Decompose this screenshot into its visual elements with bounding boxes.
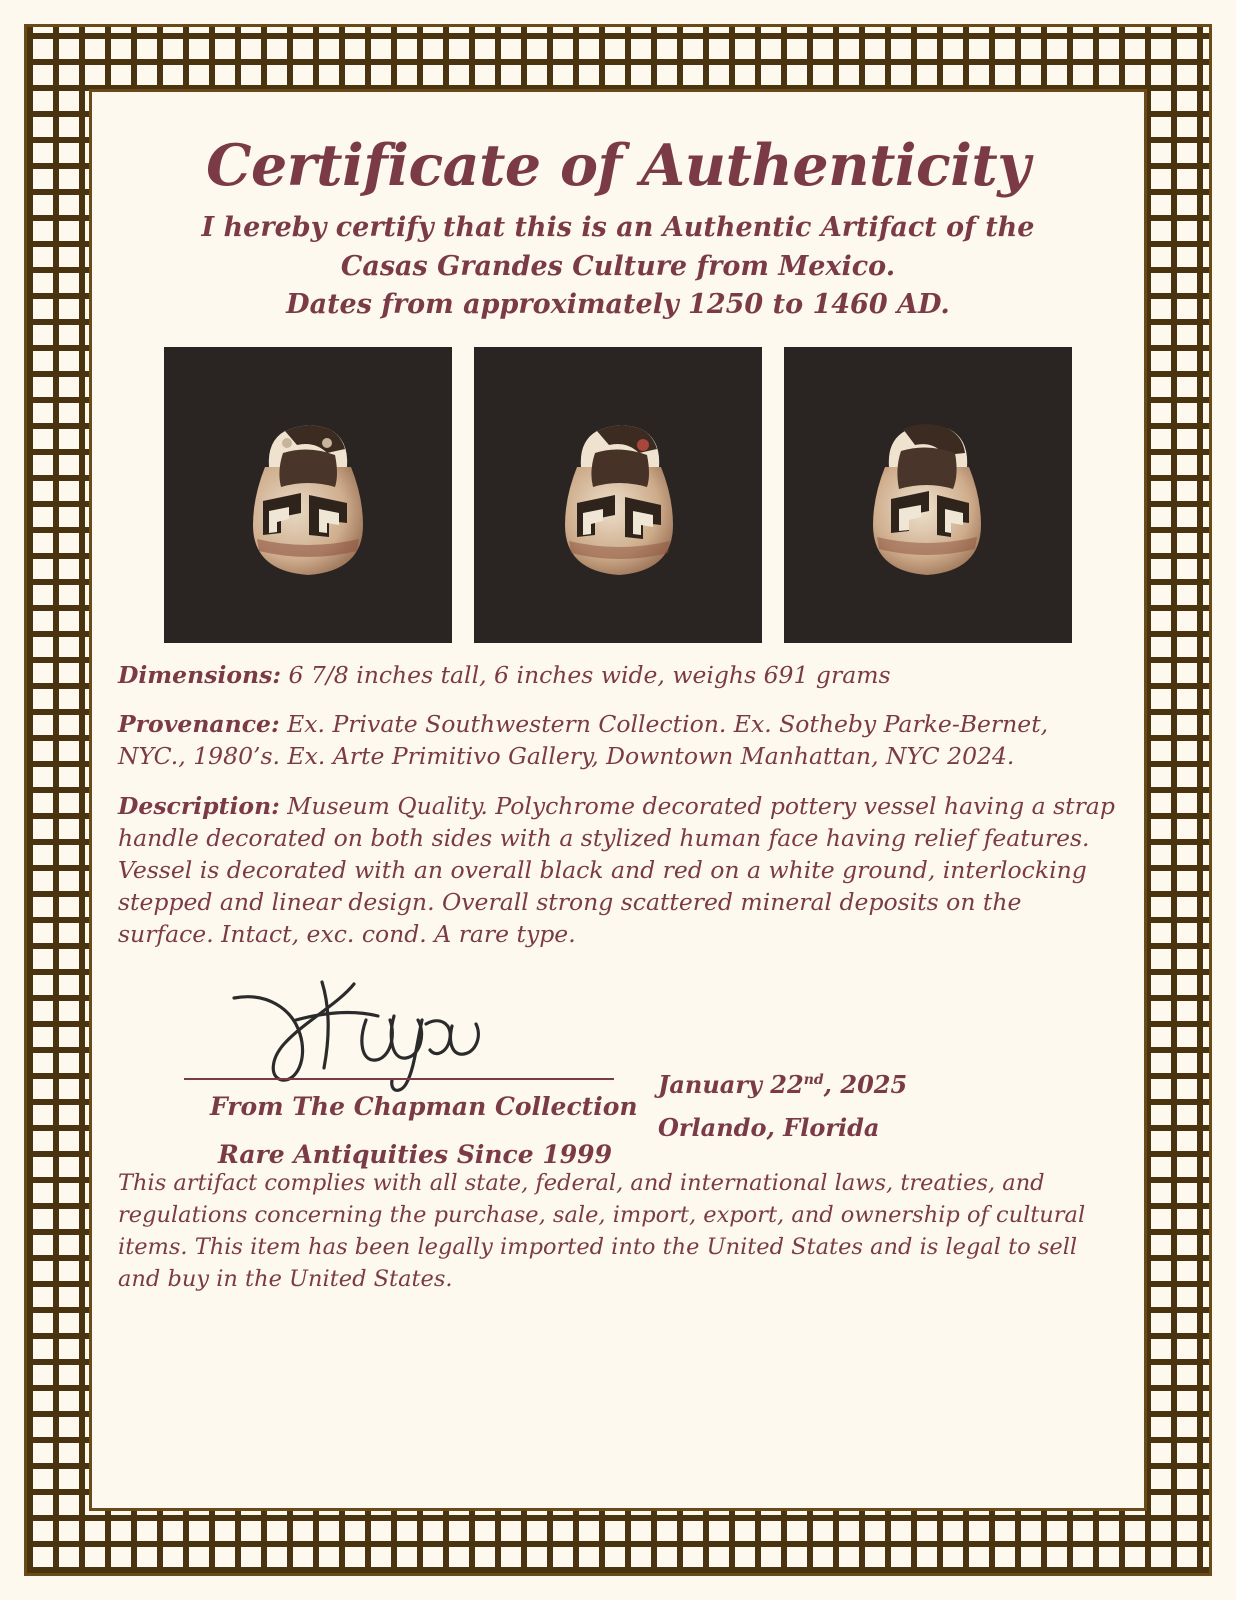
description-field — [118, 791, 1118, 951]
description-label: Description: — [118, 791, 280, 820]
description-value: Museum Quality. Polychrome decorated pottery vessel having a strap handle decorated on both sides with a stylized human face having relief features. Vessel is decorated with an overall black and red on a white ground, interlocking stepped and linear design. Overall strong scattered mineral deposits on the surface. Intact, exc. cond. A rare type. — [118, 791, 1115, 948]
pottery-jar-illustration-2 — [533, 401, 703, 601]
artifact-photo-2 — [474, 347, 762, 643]
subtitle-line-1: I hereby certify that this is an Authentic Artifact of the — [201, 212, 1035, 243]
pottery-jar-illustration-3 — [843, 401, 1013, 601]
dimensions-field — [118, 660, 1118, 692]
legal-compliance-text: This artifact complies with all state, federal, and international laws, treaties, and regulations concerning the purchase, sale, import, export, and ownership of cultural items. This item has been legally imported into the United States and is legal to sell and buy in the United States. — [118, 1170, 1086, 1293]
dimensions-label: Dimensions: — [118, 660, 282, 689]
signature-date-year: , 2025 — [823, 1070, 908, 1100]
signature-place: Orlando, Florida — [658, 1113, 880, 1143]
subtitle-line-2: Casas Grandes Culture from Mexico. — [340, 250, 896, 282]
certificate-subtitle — [118, 209, 1118, 325]
signature-block — [118, 960, 1118, 1170]
signature-date — [658, 1070, 907, 1099]
dimensions-value: 6 7/8 inches tall, 6 inches wide, weighs 691 grams — [281, 660, 891, 689]
artifact-photo-strip — [118, 347, 1118, 643]
signature-line — [184, 1078, 614, 1080]
provenance-label: Provenance: — [118, 709, 280, 738]
provenance-field — [118, 709, 1118, 773]
signature-date-text: January 22 — [658, 1070, 804, 1100]
page-title: Certificate of Authenticity — [206, 132, 1030, 199]
artifact-photo-1 — [164, 347, 452, 643]
pottery-jar-illustration-1 — [223, 401, 393, 601]
handwritten-signature — [226, 964, 566, 1094]
provenance-value: Ex. Private Southwestern Collection. Ex. Sotheby Parke-Bernet, NYC., 1980’s. Ex. Arte Primitivo Gallery, Downtown Manhattan, NYC 2024. — [118, 709, 1049, 770]
signature-since-line: Rare Antiquities Since 1999 — [218, 1140, 612, 1170]
certificate-content — [96, 100, 1140, 1504]
signature-from-line: From The Chapman Collection — [210, 1092, 638, 1122]
subtitle-line-3: Dates from approximately 1250 to 1460 AD. — [286, 289, 950, 321]
signature-date-ordinal: nd — [803, 1072, 824, 1089]
artifact-photo-3 — [784, 347, 1072, 643]
